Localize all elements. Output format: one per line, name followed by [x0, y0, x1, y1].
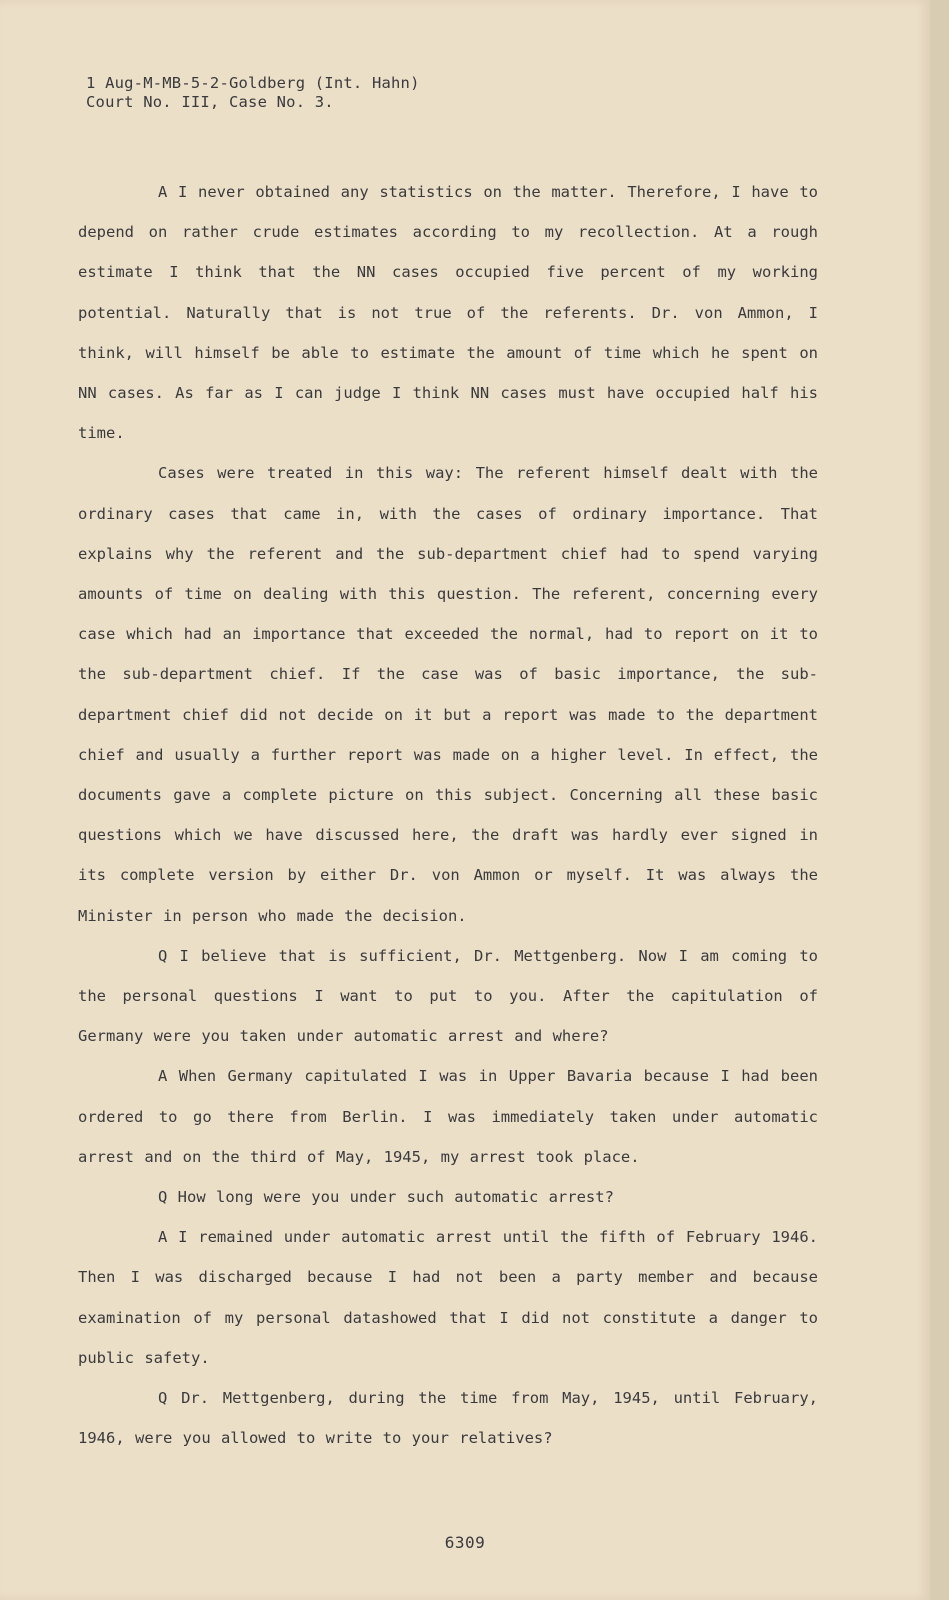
page-number: 6309 — [444, 1533, 486, 1552]
paragraph-question-arrest: Q I believe that is sufficient, Dr. Mettgenberg. Now I am coming to the personal questions I want to put to you. After the capitulation of Germany were you taken under automatic arrest and where? — [78, 946, 818, 1046]
paragraph-answer-arrest: A When Germany capitulated I was in Upper Bavaria because I had been ordered to go there from Berlin. I was immediately taken under automatic arrest and on the third of May, 1945, my arrest took place. — [78, 1067, 818, 1166]
paragraph-question-duration: Q How long were you under such automatic arrest? — [158, 1188, 614, 1207]
transcript-body — [78, 172, 818, 1459]
header-line-2: Court No. III, Case No. 3. — [86, 93, 334, 111]
paragraph-answer-duration: A I remained under automatic arrest until the fifth of February 1946. Then I was discharged because I had not been a party member and because examination of my personal datashowed that I did not constitute a danger to public safety. — [78, 1228, 818, 1367]
header-line-1: 1 Aug-M-MB-5-2-Goldberg (Int. Hahn) — [86, 74, 420, 92]
paragraph-case-handling: Cases were treated in this way: The referent himself dealt with the ordinary cases that came in, with the cases of ordinary importance. That explains why the referent and the sub-department chief had to spend varying amounts of time on dealing with this question. The referent, concerning every case which had an importance that exceeded the normal, had to report on it to the sub-department chief. If the case was of basic importance, the sub-department chief did not decide on it but a report was made to the department chief and usually a further report was made on a higher level. In effect, the documents gave a complete picture on this subject. Concerning all these basic questions which we have discussed here, the draft was hardly ever signed in its complete version by either Dr. von Ammon or myself. It was always the Minister in person who made the decision. — [78, 464, 818, 925]
paragraph-question-relatives: Q Dr. Mettgenberg, during the time from May, 1945, until February, 1946, were you allowed to write to your relatives? — [78, 1389, 818, 1448]
paragraph-answer-statistics: A I never obtained any statistics on the matter. Therefore, I have to depend on rather crude estimates according to my recollection. At a rough estimate I think that the NN cases occupied five percent of my working potential. Naturally that is not true of the referents. Dr. von Ammon, I think, will himself be able to estimate the amount of time which he spent on NN cases. As far as I can judge I think NN cases must have occupied half his time. — [78, 183, 818, 443]
page-edge — [930, 0, 949, 1600]
document-header — [86, 74, 420, 112]
